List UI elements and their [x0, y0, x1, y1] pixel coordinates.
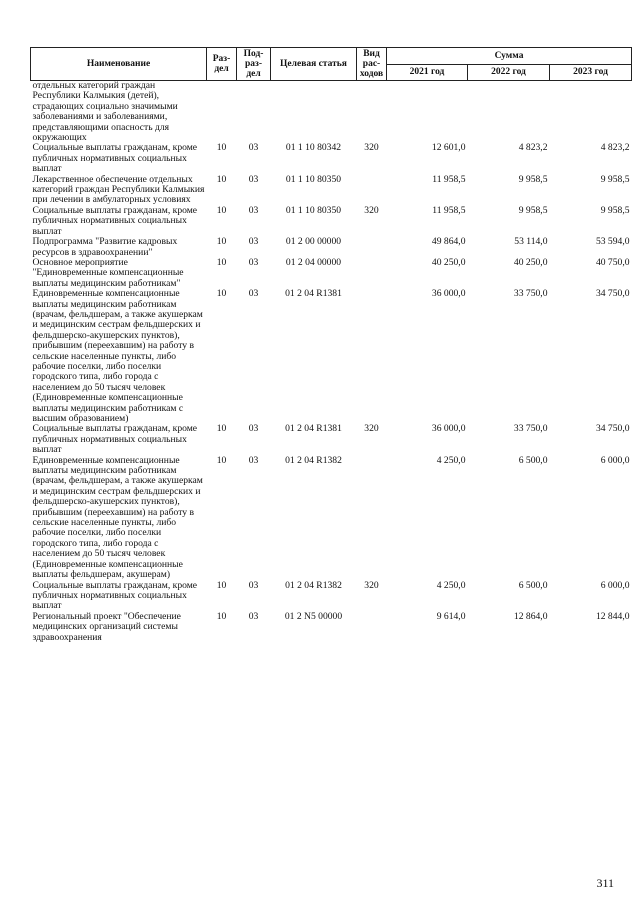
cell-section: 10 — [216, 256, 227, 268]
cell-section — [207, 81, 237, 144]
cell-target-article: 01 2 04 R1381 — [285, 288, 342, 300]
cell-amount-2023: 9 958,5 — [600, 173, 630, 185]
header-year-2023: 2023 год — [550, 64, 632, 81]
cell-section: 10 — [216, 454, 227, 466]
header-year-2021: 2021 год — [387, 64, 468, 81]
table-row — [31, 456, 632, 581]
cell-amount-2021: 36 000,0 — [431, 288, 466, 300]
cell-section: 10 — [216, 288, 227, 300]
cell-section: 10 — [216, 423, 227, 435]
cell-amount-2022: 33 750,0 — [513, 423, 548, 435]
header-target-article: Целевая статья — [271, 48, 357, 81]
cell-subsection: 03 — [248, 173, 259, 185]
cell-target-article: 01 2 04 R1382 — [285, 454, 342, 466]
cell-amount-2021: 4 250,0 — [436, 579, 466, 591]
table-row — [31, 175, 632, 206]
cell-amount-2021: 36 000,0 — [431, 423, 466, 435]
cell-section: 10 — [216, 610, 227, 622]
cell-amount-2021: 9 614,0 — [436, 610, 466, 622]
cell-expense-type — [357, 612, 387, 643]
cell-name: Лекарственное обеспечение отдельных категорий граждан Республики Калмыкия при лечении в амбулаторных условиях — [32, 173, 205, 206]
table-row — [31, 289, 632, 424]
cell-target-article: 01 2 04 R1381 — [285, 423, 342, 435]
header-subsection: Под-раз-дел — [237, 48, 271, 81]
cell-subsection — [237, 81, 271, 144]
cell-subsection: 03 — [248, 142, 259, 154]
cell-amount-2023: 34 750,0 — [595, 288, 630, 300]
cell-amount-2023 — [550, 81, 632, 144]
header-name: Наименование — [31, 48, 207, 81]
cell-amount-2021: 12 601,0 — [431, 142, 466, 154]
cell-name: отдельных категорий граждан Республики Калмыкия (детей), страдающих социально значимыми заболеваниями и заболеваниями, представляющими опасность для окружающих — [32, 80, 178, 144]
cell-section: 10 — [216, 173, 227, 185]
cell-amount-2023: 6 000,0 — [600, 454, 630, 466]
cell-target-article: 01 1 10 80342 — [285, 142, 342, 154]
cell-amount-2023: 34 750,0 — [595, 423, 630, 435]
cell-name: Единовременные компенсационные выплаты медицинским работникам (врачам, фельдшерам, а также акушеркам и медицинским сестрам фельдшерских и фельдшерско-акушерских пунктов), прибывшим (переехавшим) на работу в сельские населенные пункты, либо рабочие поселки, либо поселки городского типа, либо города с населением до 50 тысяч человек (Единовременные компенсационные выплаты медицинским работникам с высшим образованием) — [32, 288, 203, 424]
cell-name: Социальные выплаты гражданам, кроме публичных нормативных социальных выплат — [32, 423, 198, 456]
budget-table — [30, 47, 632, 643]
table-row — [31, 81, 632, 144]
cell-amount-2023: 12 844,0 — [595, 610, 630, 622]
cell-amount-2021: 11 958,5 — [432, 173, 466, 185]
cell-target-article: 01 1 10 80350 — [285, 204, 342, 216]
cell-name: Социальные выплаты гражданам, кроме публичных нормативных социальных выплат — [32, 579, 198, 612]
cell-amount-2022: 6 500,0 — [518, 454, 548, 466]
cell-amount-2023: 9 958,5 — [600, 204, 630, 216]
cell-target-article: 01 2 04 R1382 — [285, 579, 342, 591]
cell-subsection: 03 — [248, 579, 259, 591]
cell-target-article: 01 1 10 80350 — [285, 173, 342, 185]
cell-amount-2021: 11 958,5 — [432, 204, 466, 216]
cell-name: Подпрограмма "Развитие кадровых ресурсов в здравоохранении" — [32, 236, 178, 258]
cell-section: 10 — [216, 236, 227, 248]
cell-target-article: 01 2 00 00000 — [285, 236, 342, 248]
cell-expense-type: 320 — [364, 204, 379, 216]
cell-amount-2021: 4 250,0 — [436, 454, 466, 466]
cell-amount-2022 — [468, 81, 550, 144]
cell-expense-type: 320 — [364, 142, 379, 154]
header-section: Раз-дел — [207, 48, 237, 81]
header-expense-type: Вид рас-ходов — [357, 48, 387, 81]
cell-target-article: 01 2 04 00000 — [285, 256, 342, 268]
cell-subsection: 03 — [248, 610, 259, 622]
cell-section: 10 — [216, 142, 227, 154]
cell-amount-2021: 49 864,0 — [431, 236, 466, 248]
cell-amount-2023: 40 750,0 — [595, 256, 630, 268]
cell-subsection: 03 — [248, 256, 259, 268]
cell-section: 10 — [216, 579, 227, 591]
cell-expense-type — [357, 289, 387, 424]
cell-amount-2022: 53 114,0 — [514, 236, 548, 248]
cell-amount-2023: 4 823,2 — [600, 142, 630, 154]
table-row — [31, 581, 632, 612]
cell-expense-type: 320 — [364, 423, 379, 435]
table-row — [31, 424, 632, 455]
table-body — [31, 81, 632, 643]
cell-expense-type — [357, 81, 387, 144]
cell-amount-2021: 40 250,0 — [431, 256, 466, 268]
cell-subsection: 03 — [248, 236, 259, 248]
table-row — [31, 206, 632, 237]
table-row — [31, 143, 632, 174]
header-sum: Сумма — [387, 48, 632, 65]
cell-amount-2022: 9 958,5 — [518, 204, 548, 216]
table-row — [31, 258, 632, 289]
cell-expense-type — [357, 175, 387, 206]
cell-section: 10 — [216, 204, 227, 216]
cell-subsection: 03 — [248, 423, 259, 435]
cell-subsection: 03 — [248, 204, 259, 216]
cell-amount-2021 — [387, 81, 468, 144]
cell-name: Региональный проект "Обеспечение медицинских организаций системы здравоохранения — [32, 610, 181, 643]
header-year-2022: 2022 год — [468, 64, 550, 81]
cell-name: Основное мероприятие "Единовременные компенсационные выплаты медицинским работникам" — [32, 256, 184, 289]
cell-amount-2023: 53 594,0 — [595, 236, 630, 248]
cell-expense-type: 320 — [364, 579, 379, 591]
cell-amount-2022: 4 823,2 — [518, 142, 548, 154]
table-header — [31, 48, 632, 81]
cell-expense-type — [357, 237, 387, 258]
cell-subsection: 03 — [248, 454, 259, 466]
cell-target-article — [271, 81, 357, 144]
cell-amount-2022: 33 750,0 — [513, 288, 548, 300]
cell-expense-type — [357, 258, 387, 289]
cell-subsection: 03 — [248, 288, 259, 300]
cell-target-article: 01 2 N5 00000 — [284, 610, 343, 622]
cell-amount-2022: 9 958,5 — [518, 173, 548, 185]
cell-expense-type — [357, 456, 387, 581]
cell-amount-2022: 40 250,0 — [513, 256, 548, 268]
cell-amount-2022: 6 500,0 — [518, 579, 548, 591]
cell-amount-2023: 6 000,0 — [600, 579, 630, 591]
table-row — [31, 612, 632, 643]
cell-name: Социальные выплаты гражданам, кроме публичных нормативных социальных выплат — [32, 142, 198, 175]
cell-name: Социальные выплаты гражданам, кроме публичных нормативных социальных выплат — [32, 204, 198, 237]
page-number: 311 — [596, 876, 614, 890]
table-row — [31, 237, 632, 258]
cell-name: Единовременные компенсационные выплаты медицинским работникам (врачам, фельдшерам, а также акушеркам и медицинским сестрам фельдшерских и фельдшерско-акушерских пунктов), прибывшим (переехавшим) на работу в сельские населенные пункты, либо рабочие поселки, либо поселки городского типа, либо города с населением до 50 тысяч человек (Единовременные компенсационные выплаты фельдшерам, акушерам) — [32, 454, 203, 581]
cell-amount-2022: 12 864,0 — [513, 610, 548, 622]
